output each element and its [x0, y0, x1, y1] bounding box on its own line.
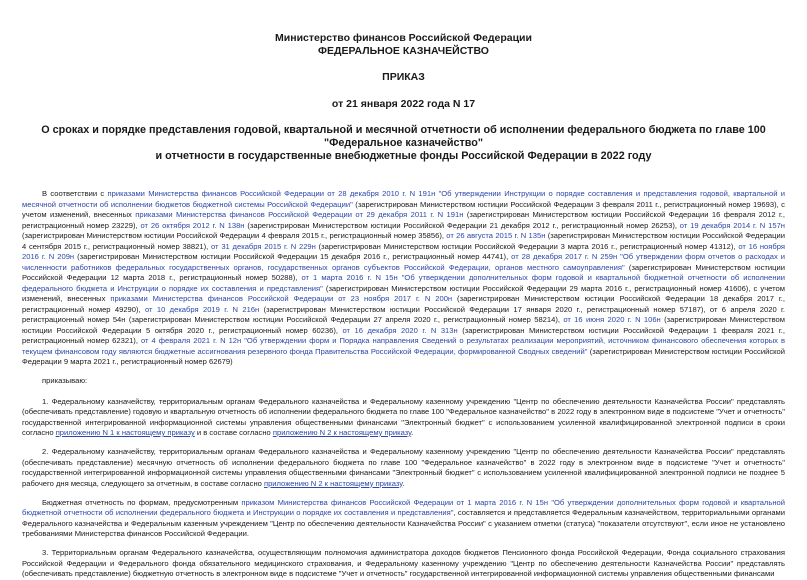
- link-order-106n[interactable]: от 16 июня 2020 г. N 106н: [563, 315, 661, 324]
- clause-2-continuation-paragraph: [22, 498, 785, 540]
- text: (зарегистрирован Министерством юстиции Российской Федерации 5 октября 2020 г., регистрационный номер 60236),: [22, 315, 785, 335]
- link-order-216n[interactable]: от 10 декабря 2019 г. N 216н: [144, 304, 260, 314]
- clause-2-paragraph: [22, 447, 785, 489]
- text: (зарегистрирован Министерством юстиции Российской Федерации 15 декабря 2016 г., регистрационный номер 44741),: [74, 252, 512, 261]
- title-line-2: и отчетности в государственные внебюджетные фонды Российской Федерации в 2022 году: [155, 150, 652, 162]
- text: , составляется и представляется Федеральным казначейством, территориальными органами Федерального казначейства и Федеральным казенным учреждением "Центр по обеспечению деятельности Казначейства России" с указанием отметки (статуса) "показатели отсутствуют", если иное не установлено требованиями Министерства финансов Российской Федерации.: [22, 508, 786, 538]
- text: (зарегистрирован Министерством юстиции Российской Федерации 3 марта 2016 г., регистрационный номер 41312),: [315, 241, 739, 251]
- text: (зарегистрирован Министерством юстиции Российской Федерации 4 февраля 2015 г., регистрационный номер 35856),: [22, 231, 447, 240]
- text: (зарегистрирован Министерством юстиции Российской Федерации 9 марта 2021 г., регистрационный номер 62679): [22, 346, 785, 366]
- ministry-name: Министерство финансов Российской Федерации: [275, 32, 532, 44]
- text: (зарегистрирован Министерством юстиции Российской Федерации 16 февраля 2012 г., регистрационный номер 23229),: [22, 210, 786, 230]
- text: (зарегистрирован Министерством юстиции Российской Федерации 12 марта 2018 г., регистрационный номер 50288),: [22, 262, 785, 282]
- text: (зарегистрирован Министерством юстиции Российской Федерации 1 февраля 2021 г., регистрационный номер 62321),: [22, 325, 785, 345]
- link-order-200n[interactable]: приказами Министерства финансов Российской Федерации от 23 ноября 2017 г. N 200н: [110, 294, 453, 303]
- link-appendix-2[interactable]: приложению N 2 к настоящему приказу: [263, 478, 403, 488]
- order-word: приказываю:: [42, 376, 88, 385]
- link-order-259n[interactable]: от 28 декабря 2017 г. N 259н "Об утверждении форм отчетов о расходах и численности работников федеральных государственных органов, государственных органов субъектов Российской Федерации, органов местного самоуправления": [22, 252, 785, 272]
- text: (зарегистрирован Министерством юстиции Российской Федерации 3 февраля 2011 г., регистрационный номер 19693), с учетом изменений, внесенных: [22, 199, 785, 219]
- text: .: [411, 428, 414, 437]
- document-date-number: от 21 января 2022 года N 17: [331, 97, 476, 110]
- link-order-12n[interactable]: от 4 февраля 2021 г. N 12н "Об утверждении форм и Порядка направления Сведений о результатах реализации мероприятий, источником финансового обеспечения которых в текущем финансовом году являются бюджетные ассигнования резервного фонда Правительства Российской Федерации, формированной Сводных сведений": [22, 336, 786, 356]
- link-order-157n[interactable]: от 19 декабря 2014 г. N 157н: [679, 220, 785, 230]
- text: (зарегистрирован Министерством юстиции Российской Федерации 4 сентября 2015 г., регистрационный номер 38821),: [22, 231, 785, 251]
- link-order-15n[interactable]: от 1 марта 2016 г. N 15н "Об утверждении дополнительных форм годовой и квартальной бюджетной отчетности об исполнении федерального бюджета и Инструкции о порядке их составления и представления": [22, 273, 786, 293]
- link-order-229n[interactable]: от 31 декабря 2015 г. N 229н: [211, 241, 316, 251]
- text: Бюджетная отчетность по формам, предусмотренным: [42, 497, 242, 507]
- link-order-313n[interactable]: от 16 декабря 2020 г. N 313н: [342, 325, 458, 335]
- text: (зарегистрирован Министерством юстиции Российской Федерации 17 января 2020 г., регистрационный номер 57187), от 6 апреля 2020 г. регистрационный номер 54н (зарегистрирован Министерством юстиции Российской Федерации 27 апреля 2020 г., регистрационный номер 58214),: [22, 304, 785, 324]
- link-order-135n[interactable]: от 26 августа 2015 г. N 135н: [446, 231, 546, 240]
- text: .: [402, 478, 405, 488]
- document-body: [22, 189, 785, 580]
- link-order-15n-2016[interactable]: приказом Министерства финансов Российской Федерации от 1 марта 2016 г. N 15н "Об утверждении дополнительных форм годовой и квартальной бюджетной отчетности об исполнении федерального бюджета и Инструкции о порядке их составления и представления": [22, 497, 785, 517]
- document-title: [22, 124, 785, 163]
- text: В соответствии с: [42, 189, 108, 198]
- document-header: [22, 32, 785, 110]
- clause-1-paragraph: [22, 397, 785, 439]
- text: 3. Территориальным органам Федерального казначейства, осуществляющим полномочия администратора доходов бюджетов Пенсионного фонда Российской Федерации, Фонда социального страхования Российской Федерации и Федерального фонда обязательного медицинского страхования, и Федеральному казенному учреждению "Центр по обеспечению деятельности Казначейства России" представлять (обеспечивать представление) бюджетную отчетность в электронном виде в подсистеме "Учет и отчетность" государственной интегрированной информационной системы управления общественными финансами: [22, 548, 785, 578]
- text: (зарегистрирован Министерством юстиции Российской Федерации 18 декабря 2017 г., регистрационный номер 49290),: [22, 294, 785, 314]
- link-order-191n-2010[interactable]: приказами Министерства финансов Российской Федерации от 28 декабря 2010 г. N 191н "Об утверждении Инструкции о порядке составления и представления годовой, квартальной и месячной отчетности об исполнении бюджетов бюджетной системы Российской Федерации": [22, 189, 786, 209]
- text: (зарегистрирован Министерством юстиции Российской Федерации 29 марта 2016 г., регистрационный номер 41606), с учетом изменений, внесенных: [22, 283, 785, 303]
- link-order-191n-2011[interactable]: приказами Министерства финансов Российской Федерации от 29 декабря 2011 г. N 191н: [135, 210, 464, 219]
- title-line-1: О сроках и порядке представления годовой, квартальной и месячной отчетности об исполнении федерального бюджета по главе 100 "Федеральное казначейство": [41, 124, 766, 149]
- link-appendix-1[interactable]: приложению N 1 к настоящему приказу: [55, 428, 195, 437]
- text: 1. Федеральному казначейству, территориальным органам Федерального казначейства и Федеральному казенному учреждению "Центр по обеспечению деятельности Казначейства России" представлять (обеспечивать представление) годовую и квартальную отчетность об исполнении федерального бюджета по главе 100 "Федеральное казначейство" в 2022 году в электронном виде в подсистеме "Учет и отчетность" государственной интегрированной информационной системы управления общественными финансами "Электронный бюджет" с использованием усиленной квалифицированной электронной подписи в сроки согласно: [22, 396, 785, 437]
- text: и в составе согласно: [194, 428, 273, 437]
- document-type: ПРИКАЗ: [382, 71, 425, 83]
- link-order-209n[interactable]: от 16 ноября 2016 г. N 209н: [22, 241, 785, 261]
- preamble-paragraph: [22, 189, 785, 368]
- link-order-138n[interactable]: от 26 октября 2012 г. N 138н: [140, 220, 245, 230]
- clause-3-paragraph: [22, 548, 785, 580]
- treasury-name: ФЕДЕРАЛЬНОЕ КАЗНАЧЕЙСТВО: [318, 44, 489, 57]
- text: 2. Федеральному казначейству, территориальным органам Федерального казначейства и Федеральному казенному учреждению "Центр по обеспечению деятельности Казначейства России" представлять (обеспечивать представление) месячную отчетность об исполнении федерального бюджета по главе 100 "Федеральное казначейство" в 2022 году в электронном виде в подсистеме "Учет и отчетность" государственной интегрированной информационной системы управления общественными финансами "Электронный бюджет" с использованием усиленной квалифицированной электронной подписи не позднее 5 рабочего дня месяца, следующего за отчетным, в составе согласно: [22, 447, 785, 488]
- text: (зарегистрирован Министерством юстиции Российской Федерации 21 декабря 2012 г., регистрационный номер 26253),: [244, 220, 680, 230]
- link-appendix-2[interactable]: приложению N 2 к настоящему приказу: [272, 428, 412, 437]
